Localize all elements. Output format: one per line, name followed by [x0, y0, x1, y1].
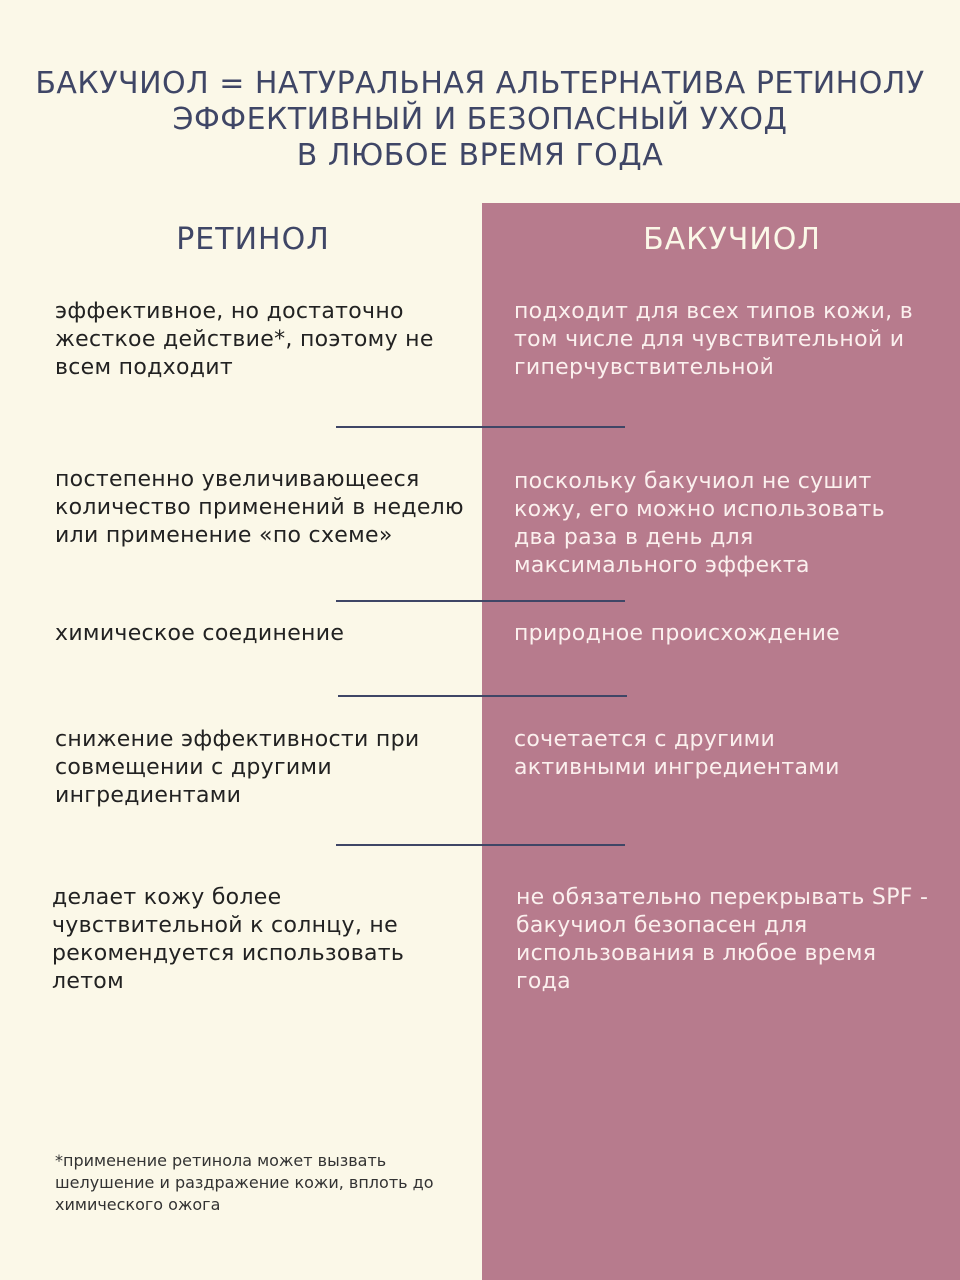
bakuchiol-point-4: сочетается с другими активными ингредиентами: [514, 727, 840, 780]
row-divider: [338, 695, 627, 697]
retinol-point-1: эффективное, но достаточно жесткое действие*, поэтому не всем подходит: [55, 299, 434, 380]
retinol-point-3: химическое соединение: [55, 621, 345, 646]
footnote: *применение ретинола может вызвать шелушение и раздражение кожи, вплоть до химического ожога: [55, 1151, 434, 1214]
row-divider: [336, 600, 625, 602]
bakuchiol-header: БАКУЧИОЛ: [643, 222, 821, 257]
bakuchiol-point-3: природное происхождение: [514, 621, 841, 646]
title-line-3: В ЛЮБОЕ ВРЕМЯ ГОДА: [296, 138, 664, 173]
bakuchiol-point-1: подходит для всех типов кожи, в том числе для чувствительной и гиперчувствительной: [514, 299, 913, 380]
retinol-point-5: делает кожу более чувствительной к солнцу, не рекомендуется использовать летом: [52, 885, 405, 994]
row-divider: [336, 426, 625, 428]
title-line-1: БАКУЧИОЛ = НАТУРАЛЬНАЯ АЛЬТЕРНАТИВА РЕТИНОЛУ: [35, 66, 925, 101]
retinol-point-2: постепенно увеличивающееся количество применений в неделю или применение «по схеме»: [55, 467, 464, 548]
retinol-header: РЕТИНОЛ: [176, 222, 330, 257]
bakuchiol-point-5: не обязательно перекрывать SPF - бакучиол безопасен для использования в любое время года: [516, 885, 929, 994]
row-divider: [336, 844, 625, 846]
title-line-2: ЭФФЕКТИВНЫЙ И БЕЗОПАСНЫЙ УХОД: [172, 102, 788, 137]
page-title: [0, 66, 960, 174]
retinol-point-4: снижение эффективности при совмещении с другими ингредиентами: [55, 727, 420, 808]
bakuchiol-point-2: поскольку бакучиол не сушит кожу, его можно использовать два раза в день для максимального эффекта: [514, 469, 885, 578]
